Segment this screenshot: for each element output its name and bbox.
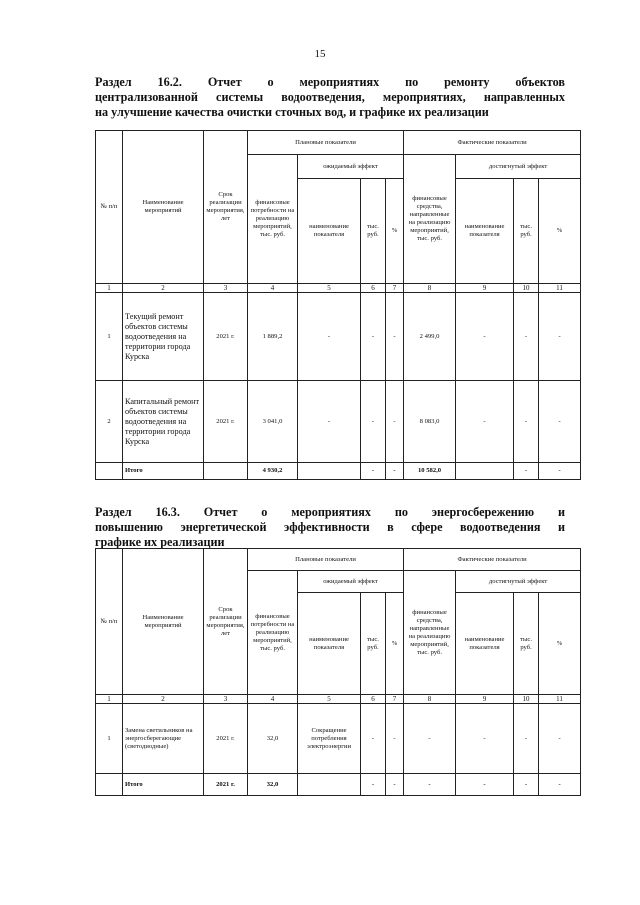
total-fact-finance: 10 582,0 [404,463,456,480]
heading-line: Раздел 16.2. Отчет о мероприятиях по ремонту объектов [95,75,565,89]
col-number: 1 [96,695,123,704]
col-number: 7 [386,284,404,293]
row-expected-name: - [298,293,361,381]
row-name: Капитальный ремонт объектов системы водоотведения на территории города Курска [123,381,204,463]
header-fact-finance: финансовые средства, направленные на реализацию мероприятий, тыс. руб. [404,155,456,284]
header-indicator-name: наименование показателя [456,179,514,284]
total-num-cell [96,463,123,480]
total-achieved-pct: - [539,463,581,480]
header-indicator-name: наименование показателя [298,179,361,284]
header-num: № п/п [96,131,123,284]
heading-line: на улучшение качества очистки сточных вод, и графике их реализации [95,105,489,119]
header-thousand-rub: тыс. руб. [514,593,539,695]
row-expected-name: Сокращение потребления электроэнергии [298,704,361,774]
col-number: 1 [96,284,123,293]
total-label: Итого [123,463,204,480]
header-name: Наименование мероприятий [123,549,204,695]
row-plan-finance: 32,0 [248,704,298,774]
total-term [204,463,248,480]
col-number: 3 [204,284,248,293]
row-achieved-pct: - [539,381,581,463]
heading-line: повышению энергетической эффективности в сфере водоотведения и [95,520,565,534]
col-number: 9 [456,284,514,293]
row-fact-finance: 8 083,0 [404,381,456,463]
col-number: 10 [514,695,539,704]
col-number: 4 [248,284,298,293]
table-16-3 [95,548,581,796]
row-achieved-name: - [456,704,514,774]
col-number: 9 [456,695,514,704]
header-achieved-effect: достигнутый эффект [456,155,581,179]
row-achieved-rub: - [514,381,539,463]
row-achieved-rub: - [514,704,539,774]
row-term: 2021 г. [204,704,248,774]
total-term: 2021 г. [204,774,248,796]
total-plan-finance: 32,0 [248,774,298,796]
total-expected-rub: - [361,463,386,480]
row-num: 1 [96,704,123,774]
header-expected-effect: ожидаемый эффект [298,571,404,593]
row-expected-rub: - [361,704,386,774]
col-number: 3 [204,695,248,704]
header-actual: Фактические показатели [404,549,581,571]
row-expected-pct: - [386,293,404,381]
row-expected-pct: - [386,381,404,463]
column-numbers-row [96,284,581,293]
header-indicator-name: наименование показателя [456,593,514,695]
header-expected-effect: ожидаемый эффект [298,155,404,179]
row-achieved-name: - [456,381,514,463]
header-fact-finance: финансовые средства, направленные на реализацию мероприятий, тыс. руб. [404,571,456,695]
header-percent: % [386,593,404,695]
col-number: 2 [123,284,204,293]
row-achieved-pct: - [539,293,581,381]
total-achieved-name [456,463,514,480]
row-name: Текущий ремонт объектов системы водоотведения на территории города Курска [123,293,204,381]
col-number: 5 [298,695,361,704]
col-number: 8 [404,695,456,704]
column-numbers-row [96,695,581,704]
row-fact-finance: 2 499,0 [404,293,456,381]
header-percent: % [539,593,581,695]
col-number: 11 [539,284,581,293]
row-achieved-rub: - [514,293,539,381]
row-term: 2021 г. [204,381,248,463]
row-num: 2 [96,381,123,463]
row-plan-finance: 1 889,2 [248,293,298,381]
section-16-3-heading [95,505,565,550]
heading-line: централизованной системы водоотведения, мероприятиях, направленных [95,90,565,104]
row-expected-rub: - [361,293,386,381]
col-number: 5 [298,284,361,293]
header-indicator-name: наименование показателя [298,593,361,695]
total-achieved-pct: - [539,774,581,796]
page-number: 15 [314,48,326,60]
row-term: 2021 г. [204,293,248,381]
header-plan-finance: финансовые потребности на реализацию мероприятий, тыс. руб. [248,571,298,695]
total-achieved-rub: - [514,774,539,796]
heading-line: Раздел 16.3. Отчет о мероприятиях по энергосбережению и [95,505,565,519]
header-planned: Плановые показатели [248,131,404,155]
row-num: 1 [96,293,123,381]
total-num-cell [96,774,123,796]
total-fact-finance: - [404,774,456,796]
row-achieved-name: - [456,293,514,381]
header-thousand-rub: тыс. руб. [361,179,386,284]
total-expected-name [298,463,361,480]
row-achieved-pct: - [539,704,581,774]
total-achieved-rub: - [514,463,539,480]
col-number: 6 [361,284,386,293]
total-plan-finance: 4 930,2 [248,463,298,480]
col-number: 7 [386,695,404,704]
table-16-2 [95,130,581,480]
header-percent: % [386,179,404,284]
total-label: Итого [123,774,204,796]
row-expected-name: - [298,381,361,463]
header-planned: Плановые показатели [248,549,404,571]
row-name: Замена светильников на энергосберегающие (светодиодные) [123,704,204,774]
table-row [96,381,581,463]
table-row [96,704,581,774]
col-number: 11 [539,695,581,704]
header-term: Срок реализации мероприятия, лет [204,549,248,695]
header-num: № п/п [96,549,123,695]
section-16-2-heading [95,75,565,120]
total-row [96,463,581,480]
total-expected-rub: - [361,774,386,796]
header-thousand-rub: тыс. руб. [514,179,539,284]
header-name: Наименование мероприятий [123,131,204,284]
header-percent: % [539,179,581,284]
header-actual: Фактические показатели [404,131,581,155]
heading-line: графике их реализации [95,535,225,549]
row-fact-finance: - [404,704,456,774]
col-number: 2 [123,695,204,704]
total-expected-pct: - [386,774,404,796]
header-plan-finance: финансовые потребности на реализацию мероприятий, тыс. руб. [248,155,298,284]
col-number: 6 [361,695,386,704]
header-achieved-effect: достигнутый эффект [456,571,581,593]
header-term: Срок реализации мероприятия, лет [204,131,248,284]
table-row [96,293,581,381]
row-plan-finance: 3 041,0 [248,381,298,463]
header-thousand-rub: тыс. руб. [361,593,386,695]
row-expected-rub: - [361,381,386,463]
total-expected-pct: - [386,463,404,480]
total-expected-name [298,774,361,796]
total-achieved-name: - [456,774,514,796]
row-expected-pct: - [386,704,404,774]
col-number: 4 [248,695,298,704]
col-number: 8 [404,284,456,293]
total-row [96,774,581,796]
col-number: 10 [514,284,539,293]
